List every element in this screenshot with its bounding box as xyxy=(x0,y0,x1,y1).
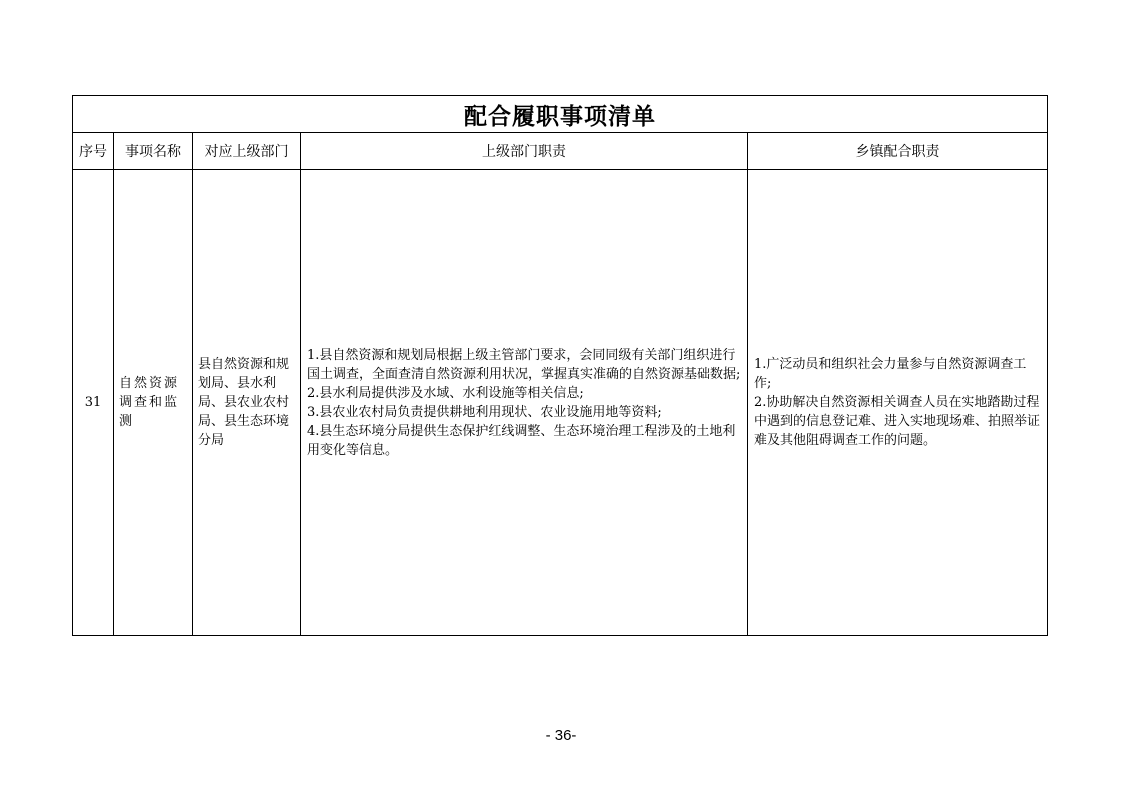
town-duty-item: 1.广泛动员和组织社会力量参与自然资源调查工作; xyxy=(754,357,1027,391)
row-dept: 县自然资源和规划局、县水利局、县农业农村局、县生态环境分局 xyxy=(193,170,301,636)
document-title: 配合履职事项清单 xyxy=(73,96,1048,133)
upper-duty-item: 4.县生态环境分局提供生态保护红线调整、生态环境治理工程涉及的土地利用变化等信息。 xyxy=(307,423,736,458)
page-number: - 36- xyxy=(545,727,577,744)
duty-list-table xyxy=(72,95,1048,636)
header-item-name: 事项名称 xyxy=(114,133,193,170)
row-town-duties xyxy=(748,170,1048,636)
header-dept: 对应上级部门 xyxy=(193,133,301,170)
town-duty-item: 2.协助解决自然资源相关调查人员在实地踏勘过程中遇到的信息登记难、进入实地现场难、拍照举证难及其他阻碍调查工作的问题。 xyxy=(754,395,1041,448)
header-seq: 序号 xyxy=(73,133,114,170)
header-upper-duties: 上级部门职责 xyxy=(301,133,748,170)
header-town-duties: 乡镇配合职责 xyxy=(748,133,1048,170)
row-upper-duties xyxy=(301,170,748,636)
upper-duty-item: 2.县水利局提供涉及水域、水利设施等相关信息; xyxy=(307,385,584,401)
upper-duty-item: 1.县自然资源和规划局根据上级主管部门要求，会同同级有关部门组织进行国土调查，全面查清自然资源利用状况，掌握真实准确的自然资源基础数据; xyxy=(307,347,741,382)
row-item-name: 自然资源调查和监测 xyxy=(114,170,193,636)
upper-duty-item: 3.县农业农村局负责提供耕地利用现状、农业设施用地等资料; xyxy=(307,404,662,420)
table-row xyxy=(73,170,1048,636)
row-seq: 31 xyxy=(73,170,114,636)
table-header-row xyxy=(73,133,1048,170)
